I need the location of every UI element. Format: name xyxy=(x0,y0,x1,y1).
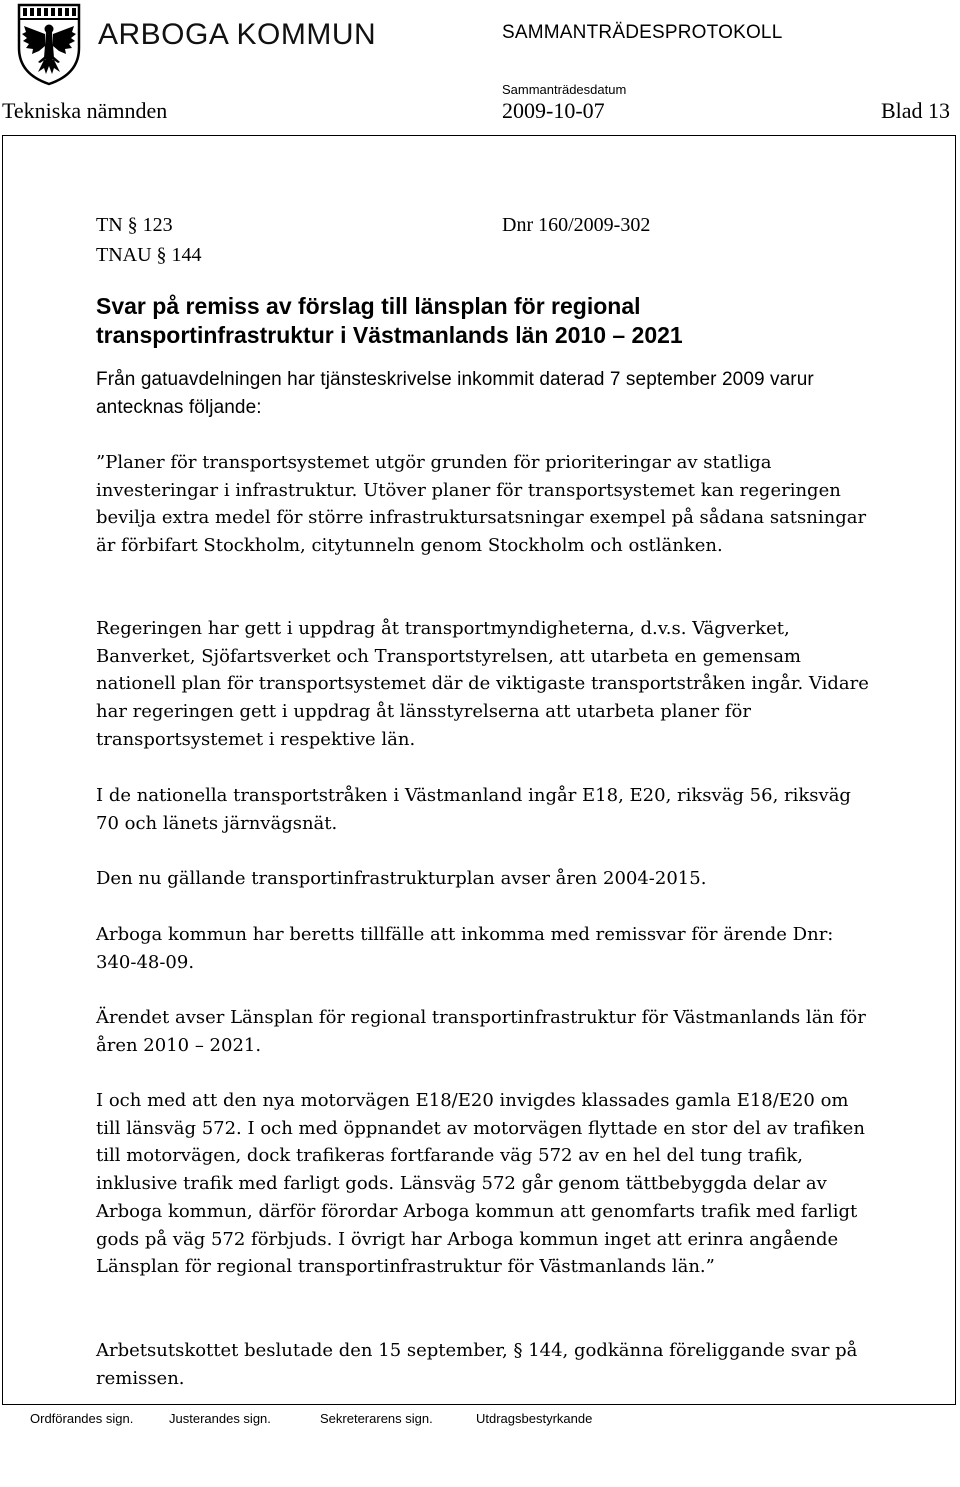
body-paragraph: Regeringen har gett i uppdrag åt transportmyndigheterna, d.v.s. Vägverket, Banverket, Sjöfartsverket och Transportstyrelsen, att utarbeta en gemensam nationell plan för transportsystemet där de viktigaste transportstråken ingår. Vidare har regeringen gett i uppdrag åt länsstyrelserna att utarbeta planer för transportsystemet i respektive län. xyxy=(96,618,869,750)
body-paragraph: Den nu gällande transportinfrastrukturplan avser åren 2004-2015. xyxy=(96,868,707,889)
eagle-coat-of-arms-icon xyxy=(16,2,82,86)
extract-certification-label: Utdragsbestyrkande xyxy=(476,1411,593,1426)
tnau-section-number: TNAU § 144 xyxy=(96,244,202,266)
body-paragraph: Ärendet avser Länsplan för regional transportinfrastruktur för Västmanlands län för åren 2010 – 2021. xyxy=(96,1007,866,1056)
meeting-date-label: Sammanträdesdatum xyxy=(502,82,627,97)
secretary-signature-label: Sekreterarens sign. xyxy=(320,1411,433,1426)
quoted-paragraph: ”Planer för transportsystemet utgör grunden för prioriteringar av statliga investeringar i infrastruktur. Utöver planer för transportsystemet kan regeringen bevilja extra medel för större infrastruktursatsningar exempel på sådana satsningar är förbifart Stockholm, citytunneln genom Stockholm och ostlänken. xyxy=(96,452,867,557)
title-line: transportinfrastruktur i Västmanlands län 2010 – 2021 xyxy=(96,322,683,348)
chair-signature-label: Ordförandes sign. xyxy=(30,1411,134,1426)
adjuster-signature-label: Justerandes sign. xyxy=(169,1411,271,1426)
body-paragraph: Arboga kommun har beretts tillfälle att inkomma med remissvar för ärende Dnr: 340-48-09. xyxy=(96,924,834,973)
document-type: SAMMANTRÄDESPROTOKOLL xyxy=(502,22,783,43)
page-title xyxy=(96,292,896,350)
tn-section-number: TN § 123 xyxy=(96,214,173,236)
intro-paragraph: Från gatuavdelningen har tjänsteskrivelse inkommit daterad 7 september 2009 varur antecknas följande: xyxy=(96,369,814,418)
committee-name: Tekniska nämnden xyxy=(2,98,168,123)
title-line: Svar på remiss av förslag till länsplan för regional xyxy=(96,293,641,319)
body-paragraph: I de nationella transportstråken i Västmanland ingår E18, E20, riksväg 56, riksväg 70 och länets järnvägsnät. xyxy=(96,785,851,834)
decision-paragraph: Arbetsutskottet beslutade den 15 september, § 144, godkänna föreliggande svar på remissen. xyxy=(96,1340,858,1389)
body-paragraph: I och med att den nya motorvägen E18/E20 invigdes klassades gamla E18/E20 om till länsväg 572. I och med öppnandet av motorvägen flyttade en stor del av trafiken till motorvägen, dock trafikeras fortfarande väg 572 av en hel del tung trafik, inklusive trafik med farligt gods. Länsväg 572 går genom tättbebyggda delar av Arboga kommun, därför förordar Arboga kommun att genomfarts trafik med farligt gods på väg 572 förbjuds. I övrigt har Arboga kommun inget att erinra angående Länsplan för regional transportinfrastruktur för Västmanlands län.” xyxy=(96,1090,865,1278)
meeting-date: 2009-10-07 xyxy=(502,98,605,123)
case-number: Dnr 160/2009-302 xyxy=(502,214,651,236)
municipality-name: ARBOGA KOMMUN xyxy=(98,18,377,51)
page-number: Blad 13 xyxy=(880,98,950,123)
